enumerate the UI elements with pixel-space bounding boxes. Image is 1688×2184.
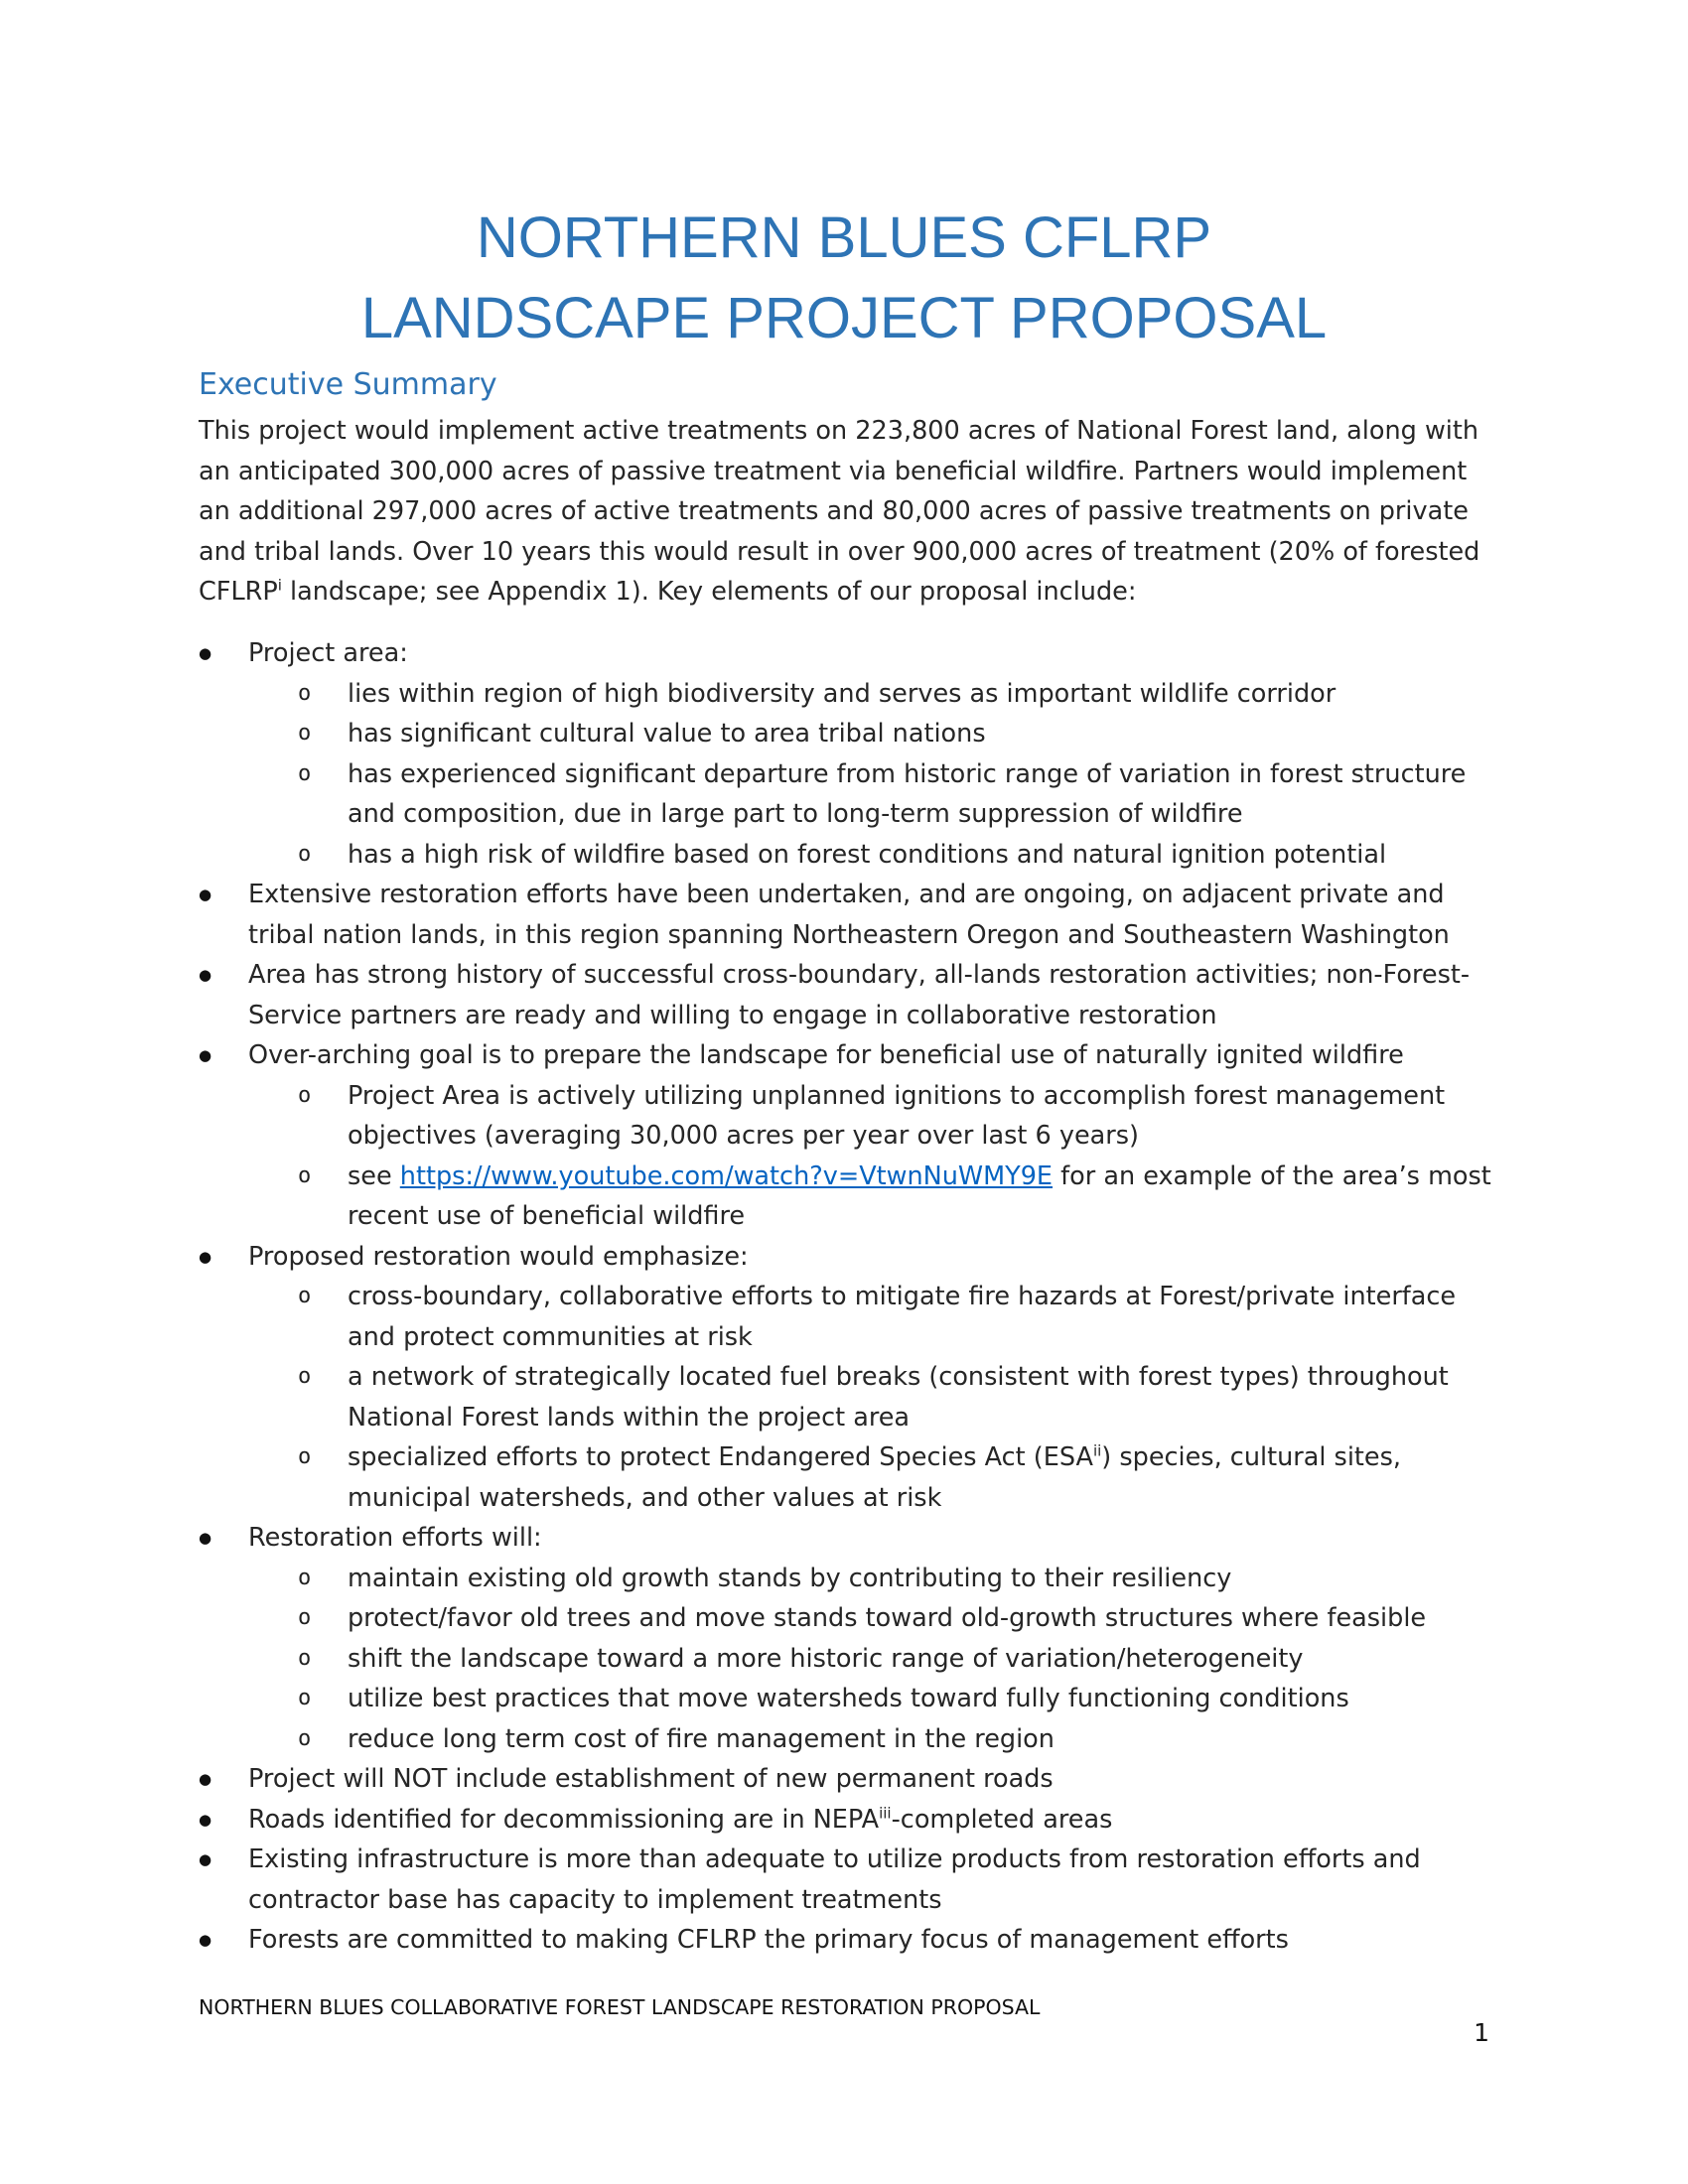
page-number: 1 [1474, 2018, 1489, 2047]
document-title-line-1: NORTHERN BLUES CFLRP [476, 205, 1212, 270]
sub-list-item: o has experienced significant departure from historic range of variation in forest structure and composition, due in large part to long-term suppression of wildfire [248, 754, 1509, 835]
endnote-ref-iii[interactable]: iii [879, 1804, 892, 1822]
list-item [199, 1800, 1509, 1841]
list-item-text: Over-arching goal is to prepare the landscape for beneficial use of naturally ignited wildfire [248, 1040, 1404, 1070]
list-item [199, 633, 1509, 875]
sub-list [248, 674, 1509, 876]
sub-list [248, 1076, 1509, 1237]
sub-list-item: o shift the landscape toward a more historic range of variation/heterogeneity [248, 1639, 1509, 1680]
intro-paragraph [199, 411, 1489, 613]
list-item: ● Forests are committed to making CFLRP the primary focus of management efforts [199, 1920, 1509, 1961]
sub-list-item-text-end: for an example of the area’s most recent use of beneficial wildfire [348, 1160, 1491, 1231]
list-item [199, 1518, 1509, 1759]
sub-list-item: o reduce long term cost of fire management in the region [248, 1719, 1509, 1760]
sub-list-item [248, 1157, 1509, 1237]
list-item: ● Existing infrastructure is more than adequate to utilize products from restoration efforts and contractor base has capacity to implement treatments [199, 1840, 1509, 1920]
sub-list-item: o has a high risk of wildfire based on forest conditions and natural ignition potential [248, 835, 1509, 876]
list-item-text: Restoration efforts will: [248, 1523, 542, 1553]
sub-list-item: o maintain existing old growth stands by contributing to their resiliency [248, 1559, 1509, 1599]
list-item-text-end: -completed areas [891, 1804, 1113, 1835]
sub-list [248, 1277, 1509, 1518]
sub-list-item: o Project Area is actively utilizing unplanned ignitions to accomplish forest management objectives (averaging 30,000 acres per year over last 6 years) [248, 1076, 1509, 1157]
list-item-text: Project area: [248, 638, 408, 668]
endnote-ref-i[interactable]: i [277, 576, 282, 595]
list-item: ● Project will NOT include establishment of new permanent roads [199, 1759, 1509, 1800]
youtube-link[interactable]: https://www.youtube.com/watch?v=VtwnNuWMY9E [399, 1160, 1054, 1191]
sub-list-item-text: specialized efforts to protect Endangered Species Act (ESA [348, 1442, 1093, 1472]
list-item [199, 1035, 1509, 1237]
section-heading: Executive Summary [199, 367, 497, 402]
sub-list-item: o has significant cultural value to area tribal nations [248, 714, 1509, 754]
key-elements-list [199, 633, 1509, 1961]
sub-list-item: o utilize best practices that move watersheds toward fully functioning conditions [248, 1679, 1509, 1719]
sub-list-item-text-end: ) species, cultural sites, municipal watersheds, and other values at risk [348, 1442, 1401, 1513]
sub-list-item: o lies within region of high biodiversity and serves as important wildlife corridor [248, 674, 1509, 715]
sub-list-item-text: see [348, 1160, 400, 1191]
sub-list-item: o protect/favor old trees and move stands toward old-growth structures where feasible [248, 1598, 1509, 1639]
sub-list [248, 1559, 1509, 1760]
document-title-line-2: LANDSCAPE PROJECT PROPOSAL [360, 286, 1328, 350]
list-item: ● Extensive restoration efforts have been undertaken, and are ongoing, on adjacent private and tribal nation lands, in this region spanning Northeastern Oregon and Southeastern Washington [199, 875, 1509, 955]
endnote-ref-ii[interactable]: ii [1092, 1441, 1102, 1460]
list-item-text: Proposed restoration would emphasize: [248, 1241, 749, 1272]
list-item [199, 1237, 1509, 1519]
sub-list-item: o cross-boundary, collaborative efforts to mitigate fire hazards at Forest/private interface and protect communities at risk [248, 1277, 1509, 1357]
page-footer: NORTHERN BLUES COLLABORATIVE FOREST LANDSCAPE RESTORATION PROPOSAL [199, 1995, 1041, 2019]
intro-text: This project would implement active treatments on 223,800 acres of National Forest land, along with an anticipated 300,000 acres of passive treatment via beneficial wildfire. Partners would implement an additional 297,000 acres of active treatments and 80,000 acres of passive treatments on private and tribal lands. Over 10 years this would result in over 900,000 acres of treatment (20% of forested CFLRP [199, 416, 1480, 607]
list-item-text: Roads identified for decommissioning are in NEPA [248, 1804, 880, 1835]
sub-list-item [248, 1437, 1509, 1518]
intro-text-end: landscape; see Appendix 1). Key elements of our proposal include: [281, 577, 1137, 607]
list-item: ● Area has strong history of successful cross-boundary, all-lands restoration activities; non-Forest-Service partners are ready and willing to engage in collaborative restoration [199, 955, 1509, 1035]
sub-list-item: o a network of strategically located fuel breaks (consistent with forest types) throughout National Forest lands within the project area [248, 1357, 1509, 1437]
